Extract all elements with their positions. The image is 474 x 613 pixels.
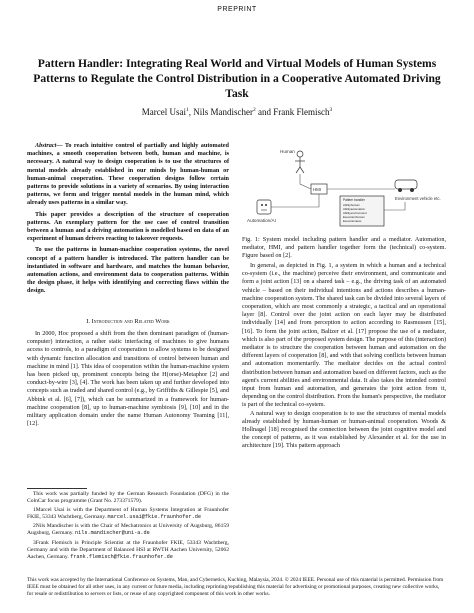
author-affiliation: 2 [252,107,256,113]
pattern-handler-line: Executionauto [343,219,362,223]
copyright-footer: This work was accepted by the International Conference on Systems, Man, and Cybernetics, Kuching, Malaysia, 2024. © 2024 IEEE. Personal use of this material is permitted. Permission from IEEE must be obtained for all other uses, in any current or future media, including reprinting/republishing this material for advertising or promotional purposes, creating new collective works, for resale or redistribution to servers or lists, or reuse of any copyrighted component of this work in other works. [27,577,444,597]
body-paragraph: In general, as depicted in Fig. 1, a system in which a human and a technical co-system (i.e., the machine) perceive their environment, and communicate and form a joint action [13] on a shared task – e.g., the driving task of an automated vehicle – based on their individual intentions and actions describes a human-machine cooperation system. The shared task can be divided into several layers of cooperation, which are most commonly a strategic, a tactical and an operational layer [8]. Control over the joint action on each layer may be distributed individually [14] and from perception to action according to Rasmussen [15], [16]. To form the joint action, Baltzer et al. [17] propose the use of a mediator, which is also part of the proposed system design. The purpose of this (interaction) mediator is to structure the cooperation between human and automation on the different layers of cooperation [8], and with that solving conflicts between human and automation momentarily. The mediator decides on the actual control distribution between human and automation based on different factors, such as the agent's current abilities and environmental data. It also takes the intended control input from human and automation, and generates the joint action from it, depending on the control distribution. From the human's perspective, the mediator is part of the technical co-system. [242,262,446,409]
author-separator: , [188,107,194,117]
author-name: Frank Flemisch [273,107,330,117]
abstract-label: Abstract [35,142,57,149]
pattern-handler-line: Executionhuman [343,215,365,219]
environment-label: Environment vehicle etc. [395,196,441,201]
preprint-label: PREPRINT [217,6,257,13]
human-icon [295,151,305,173]
paper-title: Pattern Handler: Integrating Real World and Virtual Models of Human Systems Patterns to Regulate the Control Distribution in a Cooperative Automated Driving Task [33,57,441,100]
right-column-text [242,262,446,451]
email-address: frank.flemisch@fkie.fraunhofer.de [70,553,173,560]
automation-label: Automation/AI [247,218,276,223]
footnote: This work was partially funded by the German Research Foundation (DFG) in the ColnCar focus programme (Grant No. 273371579). [27,491,229,505]
system-model-figure [245,140,445,232]
email-address: marcel.usai@fkie.fraunhofer.de [107,514,201,521]
abstract [27,142,229,299]
author-name: Nils Mandischer [193,107,253,117]
pattern-handler-title: Pattern handler [343,198,365,202]
vehicle-icon [395,180,417,192]
section-heading: I. Introduction and Related Work [86,318,170,325]
pattern-handler-line: Abilityautomation [343,207,366,211]
footnote-rule [27,488,87,489]
footnotes [27,491,229,563]
connector-line [271,194,319,207]
hmi-label: HMI [313,187,322,192]
author-name: Marcel Usai [141,107,186,117]
author-affiliation: 3 [329,107,333,113]
footnote: 2Nils Mandischer is with the Chair of Mechatronics at University of Augsburg, 86159 Augsburg, Germany. nils.mandischer@uni-a.de [27,523,229,537]
connector-line [300,174,311,189]
figure-caption: Fig. 1: System model including pattern handler and a mediator. Automation, mediator, HMI, and pattern handler together form the (technical) co-system. Figure based on [2]. [242,236,446,260]
human-label: Human [280,149,295,154]
abstract-paragraph: This paper provides a description of the structure of cooperation patterns. An exemplary pattern for the use case of control transition between a human and a driving automation is modelled based on data of an experiment of human drivers reacting to takeover requests. [27,210,229,243]
footnote: 1Marcel Usai is with the Department of Human Systems Integration at Fraunhofer FKIE, 53343 Wachtberg, Germany. marcel.usai@fkie.fraunhofer.de [27,507,229,521]
abstract-paragraph: Abstract— To reach intuitive control of partially and highly automated machines, a smooth cooperation between both, human and machine, is necessary. A natural way to design cooperation is to use the structures of mental models already established in our minds by human-human or human-animal cooperation. These cooperation designs follow certain patterns to provide solutions in a variety of scenarios. By using interaction patterns, we form and trigger mental models in the human mind, which already uses patterns in a similar way. [27,142,229,207]
author-separator: and [255,107,274,117]
abstract-paragraph: To use the patterns in human-machine cooperation systems, the novel concept of a pattern handler is introduced. The pattern handler can be instantiated in software and hardware, and matches the human behavior, automation actions, and environment data to cooperation patterns. Within the design phase, it helps with identifying and correcting flaws within the design. [27,246,229,295]
author-list [30,107,444,117]
body-paragraph: A natural way to design cooperation is to use the structures of mental models already established by human-human or human-animal cooperation. Woods & Hollnagel [18] recognised the connection between the joint cognitive model and the concept of patterns, as it was established by Alexander et al. for the use in architecture [19]. This pattern approach [242,409,446,450]
footnote: 3Frank Flemisch is Principle Scientist at the Fraunhofer FKIE, 53343 Wachtberg, Germany and with the Department of Balanced HSI at RWTH Aachen University, 52062 Aachen, Germany. frank.flemisch@fkie.fraunhofer.de [27,539,229,560]
pattern-handler-line: Abilityenvironment [343,211,367,215]
body-paragraph: In 2000, Hoc proposed a shift from the then dominant paradigm of (human-computer) interaction, a rather static interfacing of machines to give humans access to controls, to a paradigm of cooperation to allow systems to be designed with dynamic function allocation and transitions of control between human and machine in mind [1]. This idea of cooperation within the human-machine system has been picked up, prominent concepts being the H(orse)-Metaphor [2] and conduct-by-wire [3], [4]. The work has been taken up and further developed into concepts such as traded and shared control (e.g., by Griffiths & Gillespie [5], and Abbink et al. [6], [7]), which can be summarized in a framework for human-machine cooperation [8], up to human-machine symbiosis [9], [10] and in the military application domain under the name Human Autonomy Teaming [11], [12]. [27,330,229,428]
pattern-handler-line: Abilityhuman [343,203,360,207]
email-address: nils.mandischer@uni-a.de [75,530,150,537]
automation-icon [257,200,271,214]
author-affiliation: 1 [185,107,189,113]
connector-line [384,202,405,210]
intro-text [27,330,229,428]
